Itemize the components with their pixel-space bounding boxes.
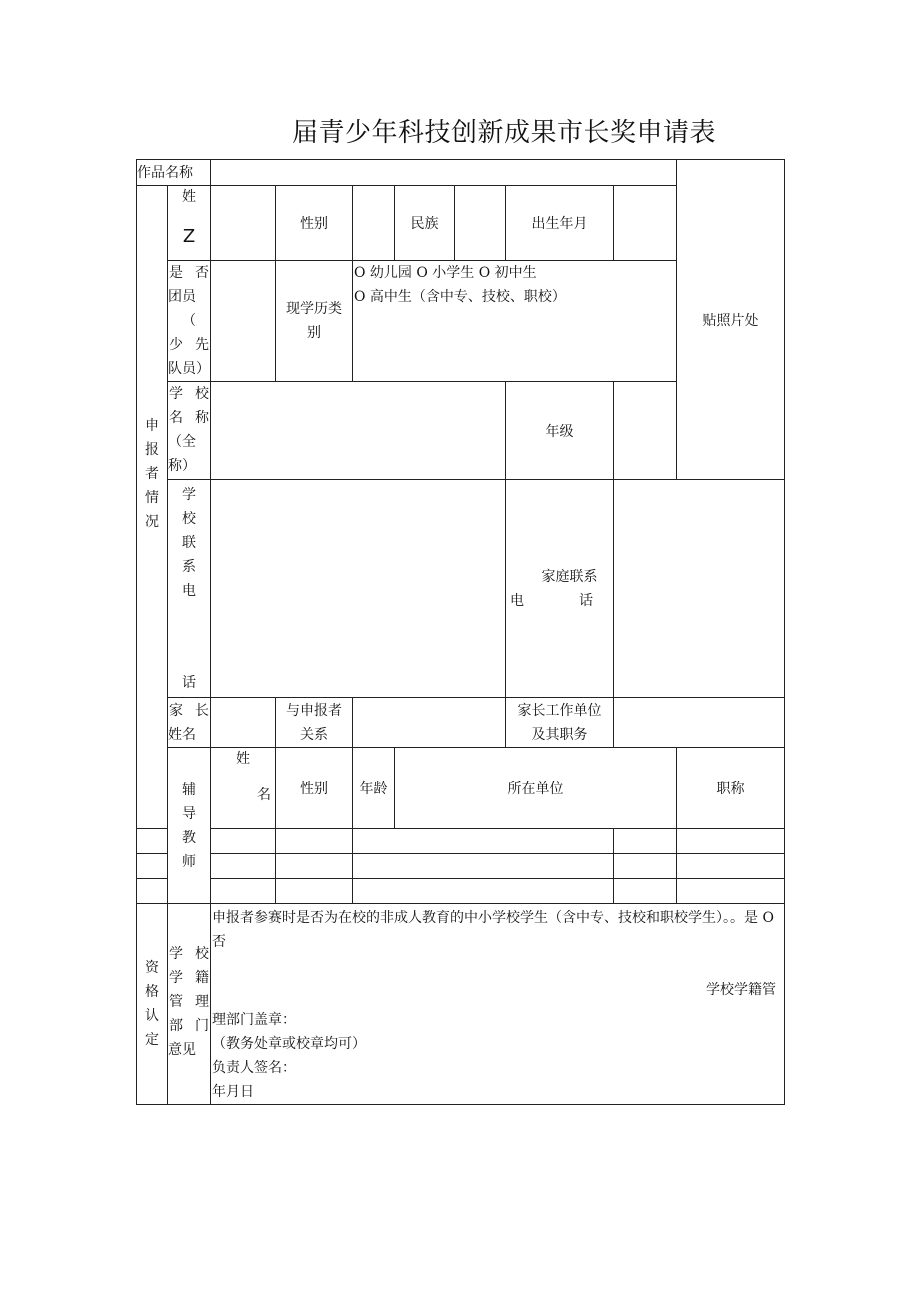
parent-name-field[interactable] [211, 698, 276, 748]
teacher-name-cell[interactable] [137, 829, 168, 854]
work-name-label: 作品名称 [137, 160, 211, 186]
signer-label[interactable]: 负责人签名： [212, 1060, 296, 1076]
teacher-title-header: 职称 [677, 748, 785, 829]
date-label[interactable]: 年月日 [212, 1084, 254, 1100]
teacher-unit-cell[interactable] [353, 854, 614, 879]
school-phone-field[interactable] [211, 480, 506, 698]
teacher-title-cell[interactable] [614, 854, 677, 879]
ethnicity-label: 民族 [395, 186, 455, 261]
teacher-age-cell[interactable] [276, 829, 353, 854]
name-label: 姓 Z [168, 186, 211, 261]
ethnicity-field[interactable] [455, 186, 506, 261]
teacher-title-cell[interactable] [614, 829, 677, 854]
work-name-field[interactable] [211, 160, 677, 186]
grade-field[interactable] [614, 382, 677, 480]
school-name-field[interactable] [211, 382, 506, 480]
teacher-row [137, 879, 785, 904]
birth-field[interactable] [614, 186, 677, 261]
teacher-title-cell[interactable] [614, 879, 677, 904]
teacher-unit-cell[interactable] [353, 879, 614, 904]
home-phone-label: 家庭联系 电 话 [506, 480, 614, 698]
grade-label: 年级 [506, 382, 614, 480]
teacher-gender-cell[interactable] [211, 879, 276, 904]
teacher-unit-header: 所在单位 [395, 748, 677, 829]
form-title: 届青少年科技创新成果市长奖申请表 [292, 118, 717, 148]
name-field[interactable] [211, 186, 276, 261]
parent-work-label: 家长工作单位 及其职务 [506, 698, 614, 748]
gender-field[interactable] [353, 186, 395, 261]
teacher-section-label: 辅 导 教 师 [168, 748, 211, 904]
school-phone-label: 学 校 联 系 电 话 [168, 480, 211, 698]
stamp-label-cont: 理部门盖章： [212, 1012, 296, 1028]
teacher-name-cell[interactable] [137, 854, 168, 879]
teacher-row [137, 854, 785, 879]
teacher-age-cell[interactable] [276, 879, 353, 904]
relation-field[interactable] [353, 698, 506, 748]
teacher-name-cell[interactable] [137, 879, 168, 904]
teacher-phone-cell[interactable] [677, 854, 785, 879]
parent-work-field[interactable] [614, 698, 785, 748]
education-label: 现学历类 别 [276, 261, 353, 382]
teacher-gender-cell[interactable] [211, 829, 276, 854]
gender-label: 性别 [276, 186, 353, 261]
home-phone-field[interactable] [614, 480, 785, 698]
parent-name-label: 家 长 姓名 [168, 698, 211, 748]
member-label: 是 否 团员 （ 少 先 队员） [168, 261, 211, 382]
stamp-note: （教务处章或校章均可） [212, 1036, 366, 1052]
teacher-gender-header: 性别 [276, 748, 353, 829]
education-option-line-1[interactable]: O 幼儿园 O 小学生 O 初中生 [354, 265, 537, 281]
photo-placeholder[interactable]: 贴照片处 [677, 160, 785, 480]
applicant-section-label: 申 报 者 情 况 [137, 186, 168, 829]
teacher-row [137, 829, 785, 854]
application-form-table [136, 159, 785, 1105]
education-option-line-2[interactable]: O 高中生（含中专、技校、职校） [354, 289, 566, 305]
qualification-question: 申报者参赛时是否为在校的非成人教育的中小学校学生（含中专、技校和职校学生）。。是 O 否 [212, 910, 774, 950]
birth-label: 出生年月 [506, 186, 614, 261]
member-field[interactable] [211, 261, 276, 382]
teacher-age-cell[interactable] [276, 854, 353, 879]
qualification-dept-label: 学 校 学 籍 管 理 部 门 意见 [168, 904, 211, 1105]
teacher-phone-cell[interactable] [677, 829, 785, 854]
qualification-section-label: 资 格 认 定 [137, 904, 168, 1105]
relation-label: 与申报者 关系 [276, 698, 353, 748]
teacher-name-header: 姓 名 [211, 748, 276, 829]
school-name-label: 学 校 名 称 （全 称） [168, 382, 211, 480]
stamp-label: 学校学籍管 [706, 982, 777, 998]
qualification-opinion[interactable] [211, 904, 785, 1105]
education-options[interactable] [353, 261, 677, 382]
teacher-gender-cell[interactable] [211, 854, 276, 879]
teacher-age-header: 年龄 [353, 748, 395, 829]
teacher-unit-cell[interactable] [353, 829, 614, 854]
teacher-phone-cell[interactable] [677, 879, 785, 904]
